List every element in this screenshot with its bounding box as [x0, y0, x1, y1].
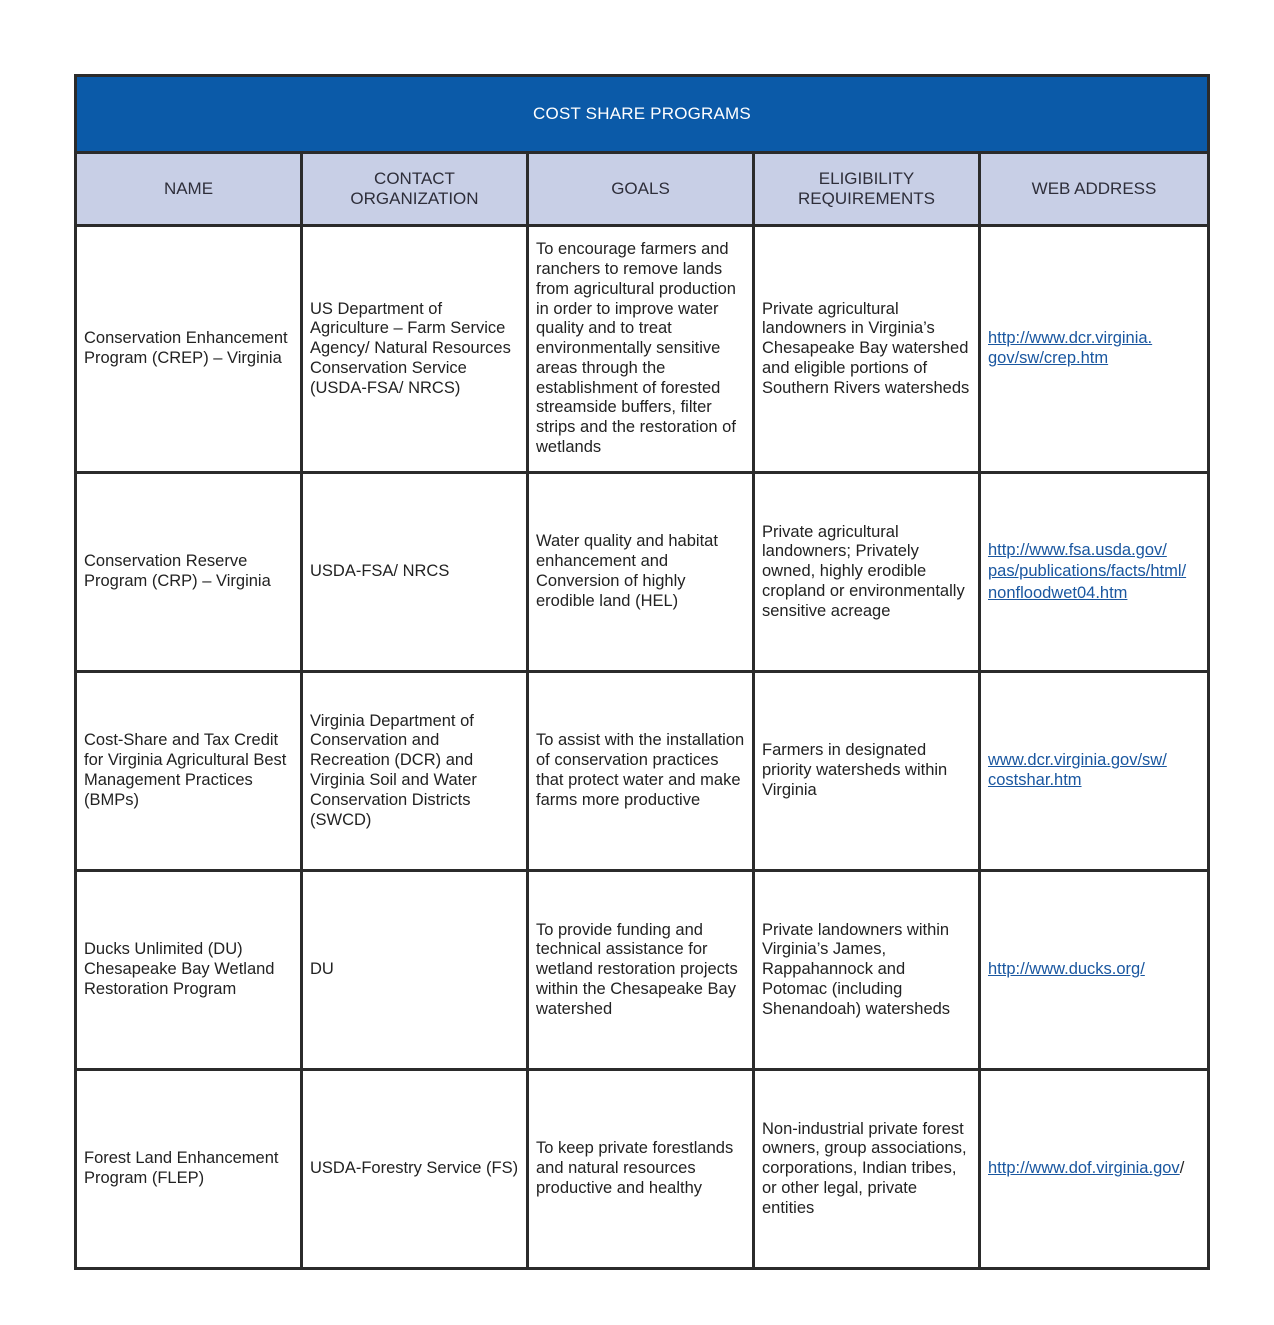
web-link-line: http://www.ducks.org/	[988, 960, 1145, 979]
cell-eligibility: Non-industrial private forest owners, group associations, corporations, Indian tribes, or other legal, private entities	[754, 1070, 980, 1269]
cell-goals: Water quality and habitat enhancement and Conversion of highly erodible land (HEL)	[528, 473, 754, 672]
cell-web-address	[980, 1070, 1209, 1269]
cost-share-sheet	[74, 74, 1210, 1270]
cell-contact: DU	[302, 871, 528, 1070]
cell-contact: USDA-Forestry Service (FS)	[302, 1070, 528, 1269]
cell-eligibility: Private agricultural landowners in Virginia’s Chesapeake Bay watershed and eligible portions of Southern Rivers watersheds	[754, 226, 980, 473]
web-link-trailing-slash: /	[1179, 1159, 1185, 1178]
header-name: NAME	[76, 153, 302, 226]
header-web-address: WEB ADDRESS	[980, 153, 1209, 226]
web-link[interactable]	[988, 541, 1186, 602]
cell-name: Ducks Unlimited (DU) Chesapeake Bay Wetland Restoration Program	[76, 871, 302, 1070]
web-link-line: http://www.fsa.usda.gov/	[988, 540, 1167, 559]
cell-name: Conservation Enhancement Program (CREP) – Virginia	[76, 226, 302, 473]
cell-eligibility: Private agricultural landowners; Privately owned, highly erodible cropland or environmentally sensitive acreage	[754, 473, 980, 672]
table-row	[76, 473, 1209, 672]
header-eligibility-requirements: ELIGIBILITY REQUIREMENTS	[754, 153, 980, 226]
web-link-line: pas/publications/facts/html/	[988, 562, 1187, 581]
table-title-row	[76, 76, 1209, 153]
cell-eligibility: Private landowners within Virginia’s James, Rappahannock and Potomac (including Shenandoah) watersheds	[754, 871, 980, 1070]
cell-goals: To assist with the installation of conservation practices that protect water and make farms more productive	[528, 672, 754, 871]
cell-goals: To provide funding and technical assistance for wetland restoration projects within the Chesapeake Bay watershed	[528, 871, 754, 1070]
cell-web-address	[980, 672, 1209, 871]
cell-contact: USDA-FSA/ NRCS	[302, 473, 528, 672]
cell-web-address	[980, 871, 1209, 1070]
cell-web-address	[980, 473, 1209, 672]
web-link[interactable]	[988, 329, 1152, 367]
table-title: COST SHARE PROGRAMS	[76, 76, 1209, 153]
table-header-row	[76, 153, 1209, 226]
cell-contact: Virginia Department of Conservation and Recreation (DCR) and Virginia Soil and Water Conservation Districts (SWCD)	[302, 672, 528, 871]
web-link-line: http://www.dcr.virginia.	[988, 329, 1153, 348]
table-row	[76, 226, 1209, 473]
web-link-line: nonfloodwet04.htm	[988, 583, 1128, 602]
cell-goals: To encourage farmers and ranchers to remove lands from agricultural production in order to improve water quality and to treat environmentally sensitive areas through the establishment of forested streamside buffers, filter strips and the restoration of wetlands	[528, 226, 754, 473]
cell-name: Cost-Share and Tax Credit for Virginia Agricultural Best Management Practices (BMPs)	[76, 672, 302, 871]
web-link-line: costshar.htm	[988, 771, 1082, 789]
web-link-line: http://www.dof.virginia.gov	[988, 1159, 1180, 1178]
table-row	[76, 1070, 1209, 1269]
header-contact-organization: CONTACT ORGANIZATION	[302, 153, 528, 226]
web-link[interactable]	[988, 960, 1145, 978]
web-link[interactable]	[988, 1159, 1180, 1177]
cell-contact: US Department of Agriculture – Farm Service Agency/ Natural Resources Conservation Service (USDA-FSA/ NRCS)	[302, 226, 528, 473]
cell-name: Forest Land Enhancement Program (FLEP)	[76, 1070, 302, 1269]
web-link[interactable]	[988, 751, 1167, 789]
cell-web-address	[980, 226, 1209, 473]
table-row	[76, 672, 1209, 871]
cost-share-table	[74, 74, 1210, 1270]
web-link-line: www.dcr.virginia.gov/sw/	[988, 751, 1167, 770]
cell-name: Conservation Reserve Program (CRP) – Virginia	[76, 473, 302, 672]
header-goals: GOALS	[528, 153, 754, 226]
cell-eligibility: Farmers in designated priority watersheds within Virginia	[754, 672, 980, 871]
cell-goals: To keep private forestlands and natural resources productive and healthy	[528, 1070, 754, 1269]
table-row	[76, 871, 1209, 1070]
web-link-line: gov/sw/crep.htm	[988, 349, 1109, 367]
